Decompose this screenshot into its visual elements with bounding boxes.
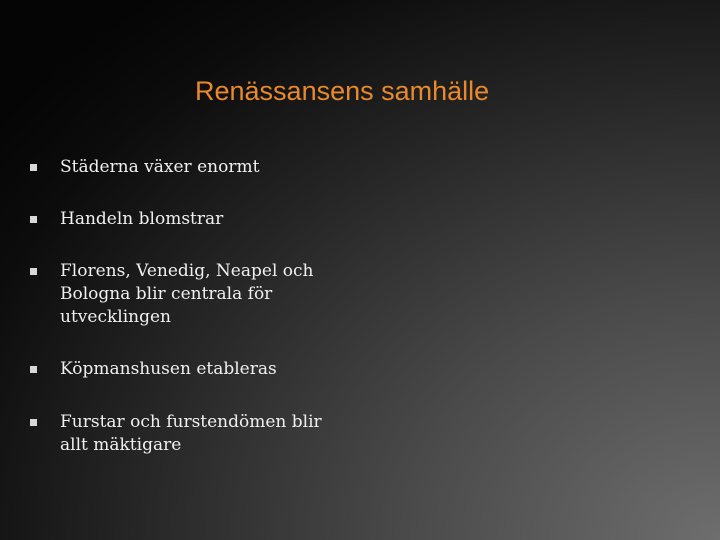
- square-bullet-icon: [30, 268, 37, 275]
- bullet-text: Städerna växer enormt: [60, 157, 260, 177]
- bullet-text: Köpmanshusen etableras: [60, 359, 277, 379]
- slide-title: Renässansens samhälle: [195, 76, 490, 106]
- square-bullet-icon: [30, 366, 37, 373]
- bullet-text: Florens, Venedig, Neapel och Bologna blir centrala för utvecklingen: [60, 261, 314, 327]
- bullet-text: Furstar och furstendömen blir allt mäktigare: [60, 412, 322, 455]
- square-bullet-icon: [30, 164, 37, 171]
- bullet-text: Handeln blomstrar: [60, 209, 224, 229]
- square-bullet-icon: [30, 419, 37, 426]
- square-bullet-icon: [30, 216, 37, 223]
